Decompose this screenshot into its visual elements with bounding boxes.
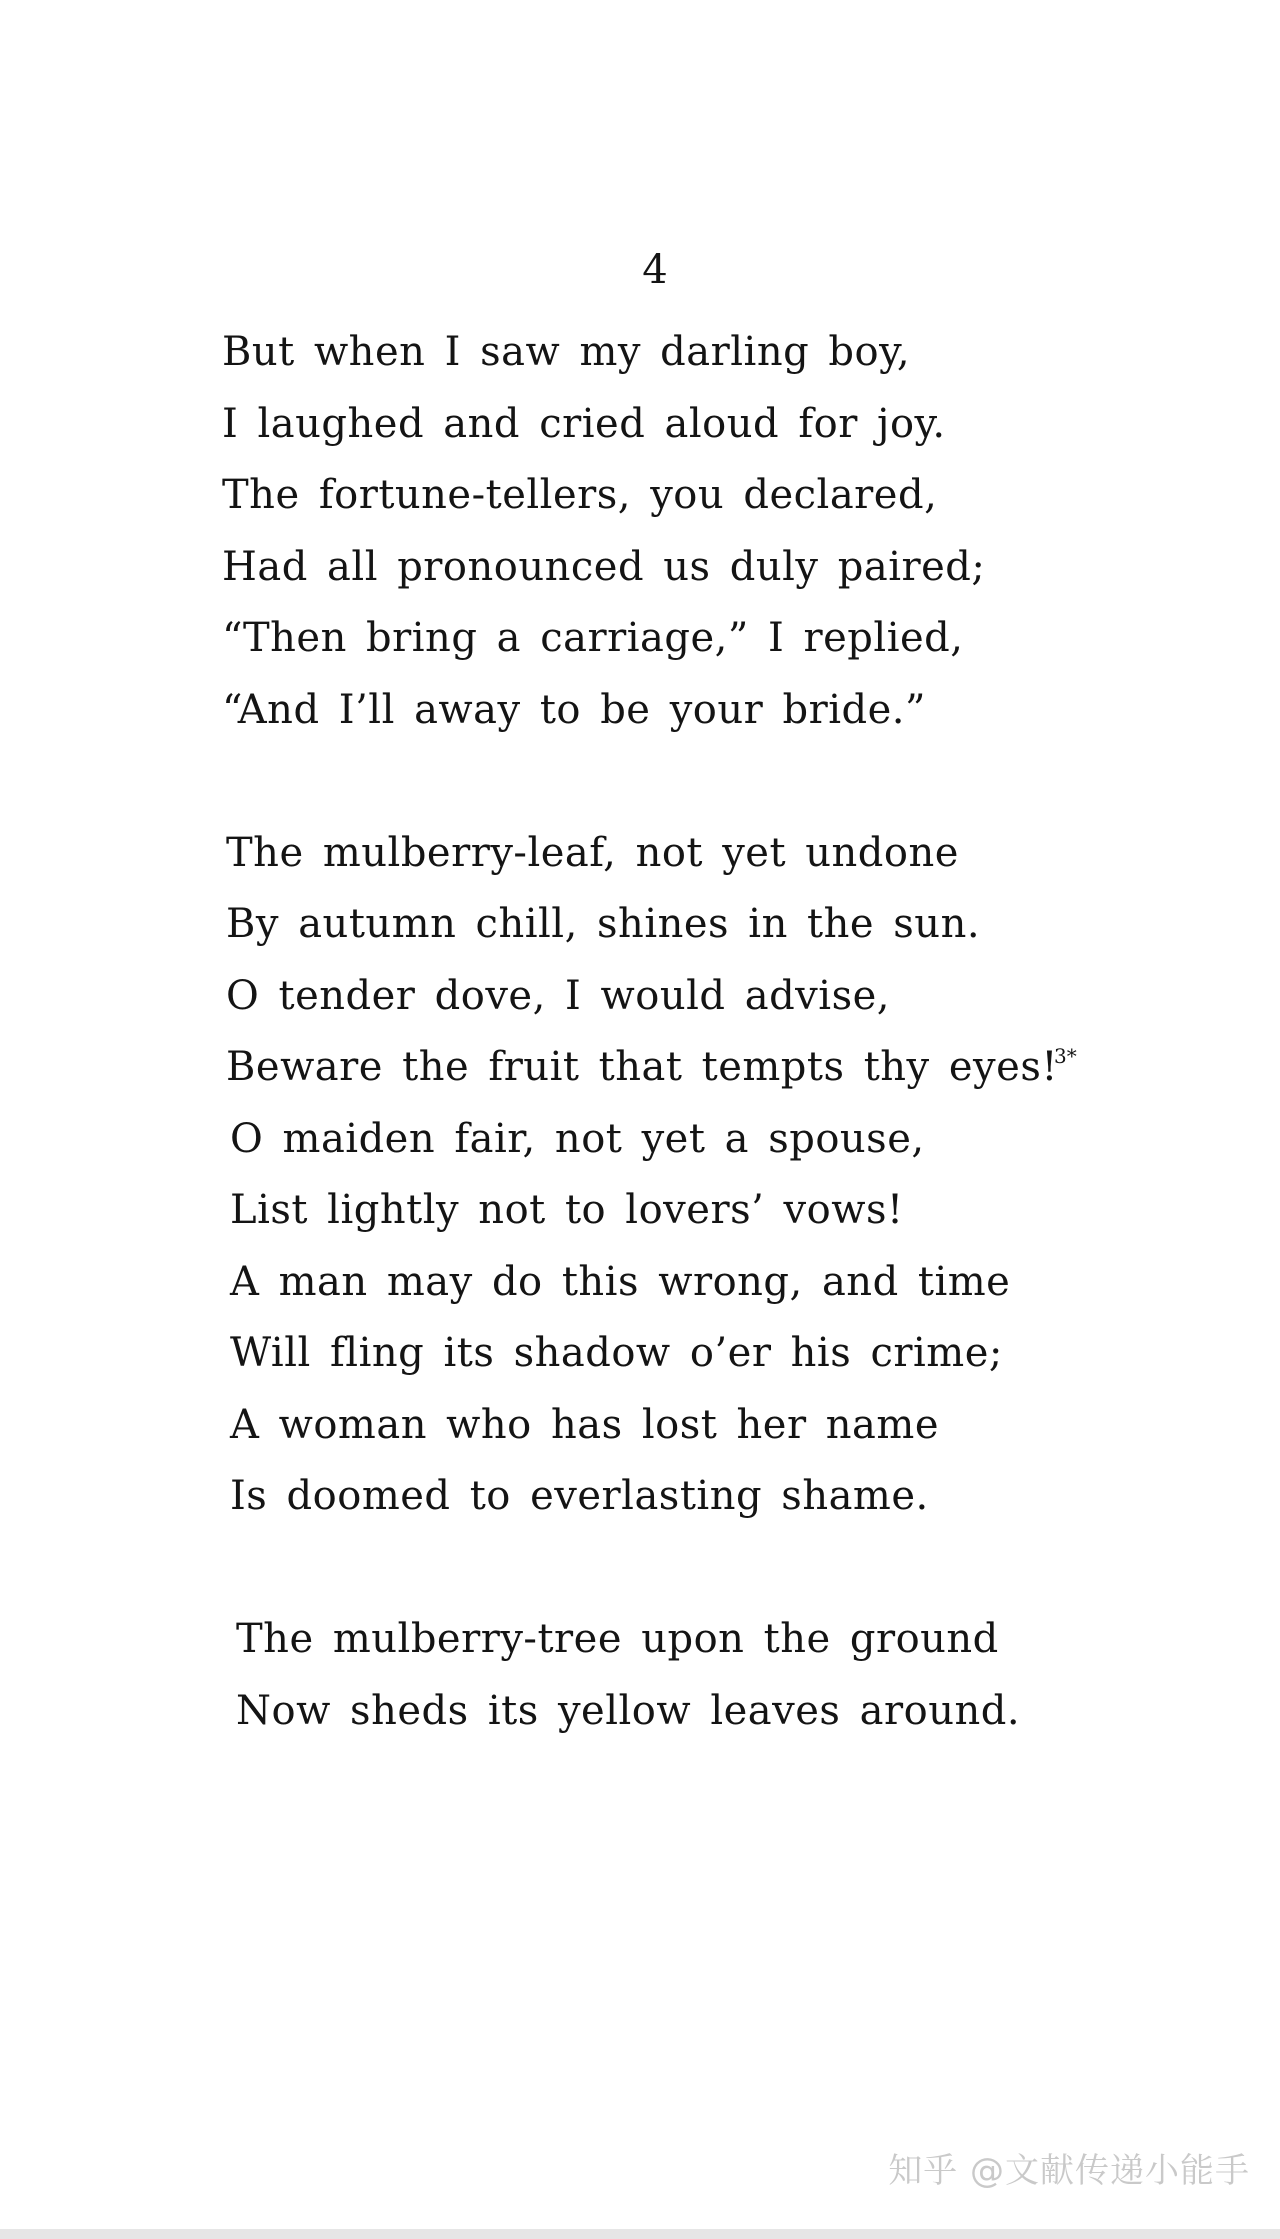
poem-line: O tender dove, I would advise, (226, 973, 890, 1019)
poem-line: Is doomed to everlasting shame. (230, 1473, 929, 1519)
poem-line: Had all pronounced us duly paired; (222, 544, 986, 590)
poem-line: List lightly not to lovers’ vows! (230, 1187, 904, 1233)
poem-line: A woman who has lost her name (230, 1402, 939, 1448)
poem-line: By autumn chill, shines in the sun. (226, 901, 981, 947)
footnote-mark: 3* (1054, 1044, 1077, 1068)
watermark: 知乎 @文献传递小能手 (888, 2151, 1250, 2191)
page-number: 4 (642, 247, 668, 293)
poem-line: The fortune-tellers, you declared, (222, 472, 938, 518)
poem-line: “Then bring a carriage,” I replied, (222, 615, 964, 661)
bottom-rule (0, 2229, 1280, 2239)
poem-line: The mulberry-tree upon the ground (236, 1616, 999, 1662)
poem-line: I laughed and cried aloud for joy. (222, 401, 946, 447)
poem-line: A man may do this wrong, and time (230, 1259, 1011, 1305)
poem-line: Now sheds its yellow leaves around. (236, 1688, 1021, 1734)
poem-line: But when I saw my darling boy, (222, 329, 911, 375)
poem-line: Beware the fruit that tempts thy eyes! (226, 1044, 1058, 1090)
poem-line: “And I’ll away to be your bride.” (222, 687, 926, 733)
poem-line: The mulberry-leaf, not yet undone (226, 830, 959, 876)
poem-line: O maiden fair, not yet a spouse, (230, 1116, 925, 1162)
poem-line: Will fling its shadow o’er his crime; (230, 1330, 1003, 1376)
